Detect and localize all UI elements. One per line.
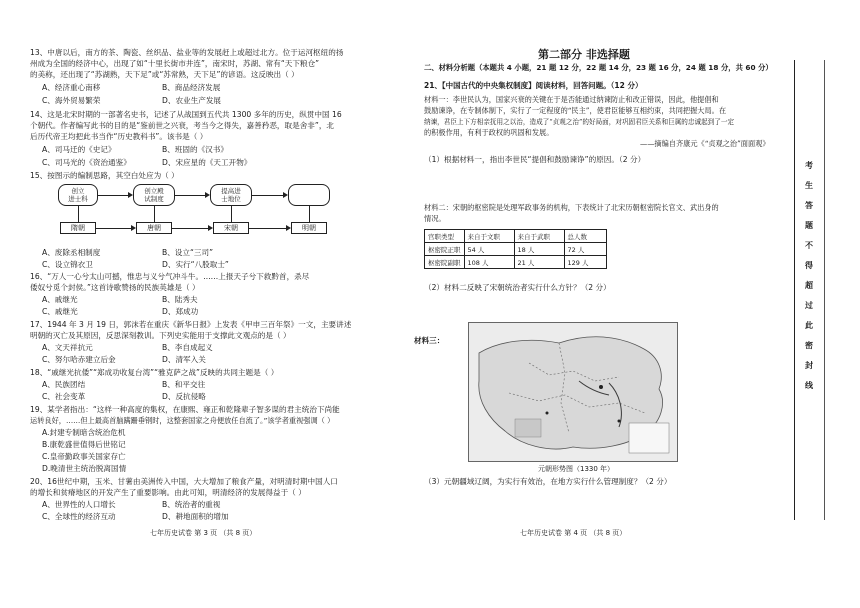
material1-line-1: 材料一：李世民认为，国家兴衰的关键在于是否能通过纳谏防止和改正错误，因此，他提倡和 bbox=[424, 95, 719, 104]
flow-dynasty-ming: 明朝 bbox=[291, 222, 327, 234]
q20-option-a: A、世界性的人口增长 bbox=[42, 500, 116, 509]
q18-option-c: C、社会变革 bbox=[42, 392, 86, 401]
right-page-footer: 七年历史试卷 第 4 页 （共 8 页） bbox=[520, 529, 627, 537]
sidebar-char: 得 bbox=[805, 261, 813, 270]
q19-option-a: A.封建专制暗含统治危机 bbox=[42, 428, 126, 437]
part-title: 第二部分 非选择题 bbox=[538, 48, 630, 61]
q13-options-row1 bbox=[42, 83, 221, 93]
q18-options-row2 bbox=[42, 392, 206, 402]
q18-option-a: A、民族团结 bbox=[42, 380, 86, 389]
flow-top-arrow-3 bbox=[283, 192, 288, 198]
table-cell: 21 人 bbox=[514, 256, 564, 269]
q13-stem-3: 的美称，还出现了“苏湖熟，天下足”或“苏常熟，天下足”的谚语。这反映出（ ） bbox=[30, 70, 299, 79]
sidebar-char: 密 bbox=[805, 341, 813, 350]
q17-stem-2: 明朝的灭亡及其原因，反思深刻教训。下列史实能用于支撑此文观点的是（ ） bbox=[30, 331, 291, 340]
q20-options-row1 bbox=[42, 500, 221, 510]
sidebar-char: 考 bbox=[805, 161, 813, 170]
sidebar-char: 生 bbox=[805, 181, 813, 190]
q18-options-row1 bbox=[42, 380, 206, 390]
q13-option-b: B、商品经济发展 bbox=[162, 83, 221, 92]
table-header-cell: 来自于武职 bbox=[514, 230, 564, 243]
flow-dynasty-song: 宋朝 bbox=[213, 222, 249, 234]
q18-stem: 18、“戚继光抗倭”“郑成功收复台湾”“雅克萨之战”反映的共同主题是（ ） bbox=[30, 368, 279, 377]
flow-vline-4 bbox=[309, 206, 310, 222]
table-cell: 129 人 bbox=[564, 256, 606, 269]
material1-line-3: 纳谏，君臣上下方相亲抚用之以治，造成了“贞观之治”的好局面，对巩固君臣关系和巨属的忠诚起到了一定 bbox=[424, 118, 735, 126]
material3-label: 材料三： bbox=[414, 336, 445, 345]
q16-options-row1 bbox=[42, 295, 198, 305]
q17-option-c: C、努尔哈赤建立后金 bbox=[42, 355, 116, 364]
q17-options-row1 bbox=[42, 343, 213, 353]
q15-option-b: B、设立“三司” bbox=[162, 248, 214, 257]
q14-stem-3: 后历代帝王均把此书当作“历史教科书”。该书是（ ） bbox=[30, 132, 208, 141]
table-header-cell: 来自于文职 bbox=[464, 230, 514, 243]
q16-option-c: C、戚继光 bbox=[42, 307, 78, 316]
q21-sub1: （1）根据材料一，指出李世民“提倡和鼓励谏诤”的原因。（2 分） bbox=[424, 155, 646, 164]
q20-options-row2 bbox=[42, 512, 229, 522]
q18-option-d: D、反抗侵略 bbox=[162, 392, 206, 401]
q15-flow-diagram bbox=[58, 184, 358, 246]
q20-stem-2: 的增长和贫瘠地区的开发产生了重要影响。由此可知，明清经济的发展得益于（ ） bbox=[30, 488, 306, 497]
q17-option-b: B、李自成起义 bbox=[162, 343, 213, 352]
q13-stem-2: 州成为全国的经济中心，出现了如“十里长街市井连”，南宋时，苏湖、常有“天下粮仓” bbox=[30, 59, 320, 68]
q15-stem: 15、按图示的编制思路，其空白处应为（ ） bbox=[30, 171, 179, 180]
flow-box-2: 创立殿 试制度 bbox=[133, 184, 175, 206]
table-cell: 54 人 bbox=[464, 243, 514, 256]
flow-bottom-connector-3 bbox=[249, 228, 286, 229]
q19-option-c: C.皇帝勤政事关国家存亡 bbox=[42, 452, 126, 461]
binding-line-right bbox=[824, 60, 825, 520]
q17-options-row2 bbox=[42, 355, 206, 365]
flow-bottom-arrow-3 bbox=[286, 225, 291, 231]
q21-sub2: （2）材料二反映了宋朝统治者实行什么方针？（2 分） bbox=[424, 283, 611, 292]
flow-dynasty-tang: 唐朝 bbox=[136, 222, 172, 234]
flow-bottom-connector-2 bbox=[172, 228, 208, 229]
material2-line-1: 材料二：宋朝的枢密院是处理军政事务的机构，下表统计了北宋历朝枢密院长官文、武出身的 bbox=[424, 203, 719, 212]
q19-option-d: D.晚清世主统治脱离国情 bbox=[42, 464, 127, 473]
table-header-cell: 总人数 bbox=[564, 230, 606, 243]
sidebar-char: 封 bbox=[805, 361, 813, 370]
flow-top-connector-3 bbox=[252, 195, 283, 196]
table-row bbox=[425, 256, 607, 269]
sidebar-char: 此 bbox=[805, 321, 813, 330]
material1-source: ——摘编自齐康元《“贞观之治”面面观》 bbox=[640, 139, 770, 148]
privy-council-table bbox=[424, 229, 607, 269]
q14-options-row2 bbox=[42, 158, 252, 168]
table-header-row bbox=[425, 230, 607, 243]
q15-options-row2 bbox=[42, 260, 229, 270]
q15-option-c: C、设立锦衣卫 bbox=[42, 260, 93, 269]
q17-option-d: D、清军入关 bbox=[162, 355, 206, 364]
table-cell: 18 人 bbox=[514, 243, 564, 256]
map-caption: 元朝形势图（1330 年） bbox=[538, 465, 615, 473]
q13-option-c: C、海外贸易繁荣 bbox=[42, 96, 101, 105]
q19-stem-2: 运转良好，……但上最高首脑蹒跚垂钢时，这整套国家之舟便放任自流了。”该学者重视强调（ ） bbox=[30, 416, 335, 425]
q14-options-row1 bbox=[42, 145, 228, 155]
table-cell: 枢密院正职 bbox=[425, 243, 465, 256]
left-page bbox=[0, 0, 420, 608]
table-header-cell: 官职类型 bbox=[425, 230, 465, 243]
sidebar-char: 过 bbox=[805, 301, 813, 310]
q14-option-d: D、宋应星的《天工开物》 bbox=[162, 158, 252, 167]
q15-option-d: D、实行“八股取士” bbox=[162, 260, 229, 269]
q14-stem-1: 14、这是北宋时期的一部著名史书，记述了从战国到五代共 1300 多年的历史，纵贯中国 16 bbox=[30, 110, 342, 119]
table-cell: 枢密院副职 bbox=[425, 256, 465, 269]
q14-stem-2: 个朝代。作者编写此书的目的是“鉴前世之兴衰，考当今之得失，嘉善矜恶，取是舍非”，北 bbox=[30, 121, 335, 130]
table-cell: 72 人 bbox=[564, 243, 606, 256]
flow-top-connector-2 bbox=[175, 195, 205, 196]
q16-stem-1: 16、“万人一心兮太山可撼，惟忠与义兮气冲斗牛。……上报天子兮下救黔首，杀尽 bbox=[30, 272, 310, 281]
q13-option-a: A、经济重心南移 bbox=[42, 83, 101, 92]
q20-option-d: D、耕地面积的增加 bbox=[162, 512, 229, 521]
q15-options-row1 bbox=[42, 248, 214, 258]
section-title: 二、材料分析题（本题共 4 小题，21 题 12 分，22 题 14 分，23 题 16 分，24 题 18 分，共 60 分） bbox=[424, 63, 773, 72]
q16-stem-2: 倭奴兮觅个封侯。”这首诗歌赞扬的民族英雄是（ ） bbox=[30, 283, 200, 292]
material2-line-2: 情况。 bbox=[424, 214, 446, 223]
q17-option-a: A、文天祥抗元 bbox=[42, 343, 93, 352]
flow-bottom-arrow-2 bbox=[208, 225, 213, 231]
q20-option-b: B、统治者的重视 bbox=[162, 500, 221, 509]
table-cell: 108 人 bbox=[464, 256, 514, 269]
map-illustration bbox=[469, 323, 678, 462]
sidebar-char: 超 bbox=[805, 281, 813, 290]
q18-option-b: B、和平交往 bbox=[162, 380, 206, 389]
right-page bbox=[414, 0, 860, 608]
material1-line-4: 的积极作用，有利于政权的巩固和发展。 bbox=[424, 128, 554, 137]
sidebar-char: 线 bbox=[805, 381, 813, 390]
flow-dynasty-sui: 隋朝 bbox=[60, 222, 96, 234]
flow-vline-1 bbox=[78, 206, 79, 222]
q14-option-b: B、班固的《汉书》 bbox=[162, 145, 228, 154]
yuan-dynasty-map bbox=[468, 322, 678, 462]
q20-option-c: C、全球性的经济互动 bbox=[42, 512, 116, 521]
q14-option-a: A、司马迁的《史记》 bbox=[42, 145, 116, 154]
q13-stem-1: 13、中唐以后，南方的茶、陶瓷、丝织品、盐业等的发展赶上或超过北方。位于运河枢纽的扬 bbox=[30, 48, 344, 57]
sidebar-char: 答 bbox=[805, 201, 813, 210]
q20-stem-1: 20、16世纪中期，玉米、甘薯由美洲传入中国，大大增加了粮食产量，对明清时期中国人口 bbox=[30, 477, 338, 486]
q13-option-d: D、农业生产发展 bbox=[162, 96, 222, 105]
q16-options-row2 bbox=[42, 307, 199, 317]
q19-stem-1: 19、某学者指出：“这样一种高度的集权，在康熙、雍正和乾隆辈子智多谋的君主统治下尚能 bbox=[30, 405, 340, 414]
flow-vline-3 bbox=[231, 206, 232, 222]
flow-box-blank bbox=[288, 184, 330, 206]
q16-option-b: B、陆秀夫 bbox=[162, 295, 198, 304]
flow-bottom-connector-1 bbox=[96, 228, 131, 229]
binding-line-left bbox=[794, 60, 795, 520]
q15-option-a: A、废除丞相制度 bbox=[42, 248, 101, 257]
flow-vline-2 bbox=[154, 206, 155, 222]
q16-option-a: A、戚继光 bbox=[42, 295, 78, 304]
q14-option-c: C、司马光的《资治通鉴》 bbox=[42, 158, 131, 167]
q13-options-row2 bbox=[42, 96, 222, 106]
material1-line-2: 鼓励谏诤，在专制体制下，实行了一定程度的“民主”，使君臣能够互相约束，共同把握大局。在 bbox=[424, 106, 727, 115]
flow-top-arrow-2 bbox=[205, 192, 210, 198]
flow-bottom-arrow-1 bbox=[131, 225, 136, 231]
q17-stem-1: 17、1944 年 3 月 19 日，郭沫若在重庆《新华日报》上发表《甲申三百年祭》一文，主要讲述 bbox=[30, 320, 352, 329]
flow-top-connector-1 bbox=[98, 195, 128, 196]
q21-sub3: （3）元朝疆域辽阔，为实行有效治，在地方实行什么管理制度？（2 分） bbox=[424, 477, 672, 486]
flow-box-1: 创立 进士科 bbox=[58, 184, 98, 206]
q21-title: 21、【中国古代的中央集权制度】阅读材料，回答问题。（12 分） bbox=[424, 81, 643, 90]
sidebar-char: 题 bbox=[805, 221, 813, 230]
flow-top-arrow-1 bbox=[128, 192, 133, 198]
sidebar-char: 不 bbox=[805, 241, 813, 250]
q19-option-b: B.康乾盛世值得后世铭记 bbox=[42, 440, 126, 449]
q16-option-d: D、郑成功 bbox=[162, 307, 199, 316]
flow-box-3: 提高进 士地位 bbox=[210, 184, 252, 206]
table-row bbox=[425, 243, 607, 256]
left-page-footer: 七年历史试卷 第 3 页 （共 8 页） bbox=[150, 529, 257, 537]
